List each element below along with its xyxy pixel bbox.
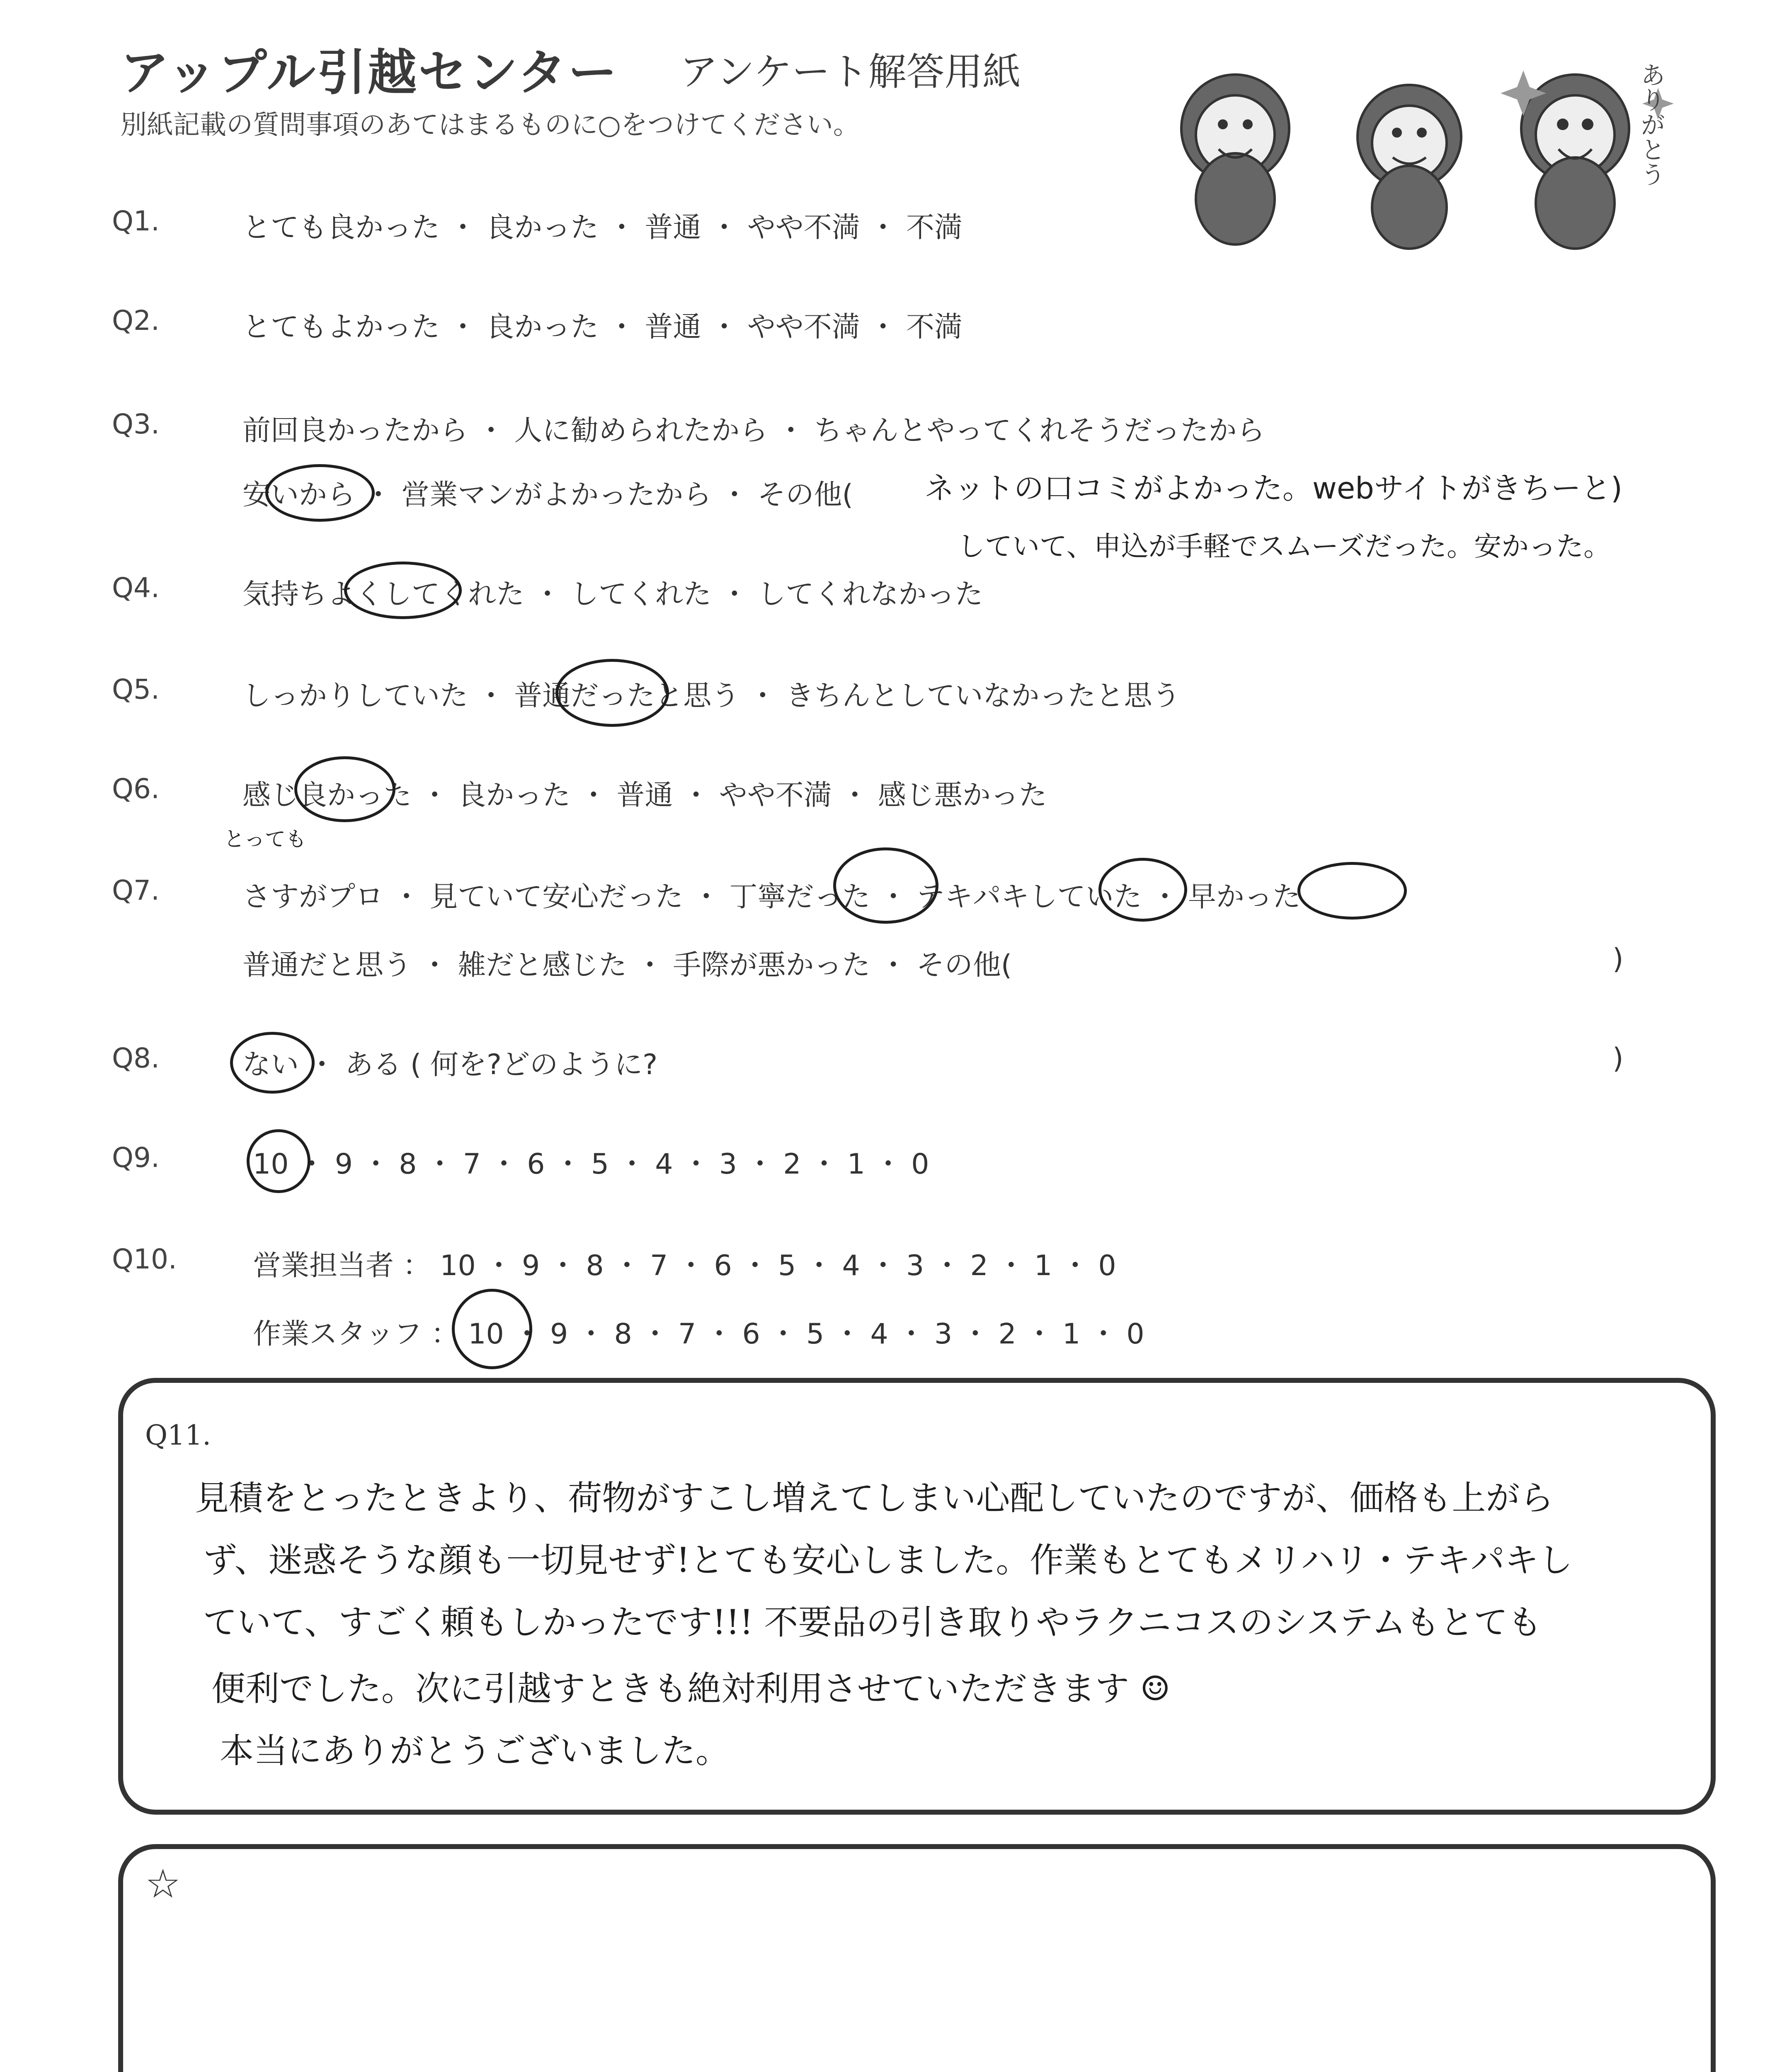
q11-comment-line5: 本当にありがとうございました。 [220, 1731, 730, 1771]
q8-options: ない ・ ある ( 何を?どのように? [242, 1048, 658, 1081]
extra-comment-box [118, 1844, 1716, 2072]
q8-answer-circle [230, 1032, 315, 1094]
q3-handwritten-line2: していて、申込が手軽でスムーズだった。安かった。 [958, 530, 1611, 562]
q1-label: Q1. [112, 205, 160, 237]
q8-label: Q8. [112, 1042, 160, 1074]
q7-answer-circle-efficient [1098, 858, 1187, 922]
q9-label: Q9. [112, 1142, 160, 1174]
form-subtitle: アンケート解答用紙 [680, 50, 1021, 94]
q5-options: しっかりしていた ・ 普通だったと思う ・ きちんとしていなかったと思う [242, 680, 1181, 712]
q3-options-line2: 安いから ・ 営業マンがよかったから ・ その他( [242, 479, 853, 511]
monkey-mascots-icon [1152, 25, 1683, 257]
q3-answer-circle [265, 464, 375, 522]
q11-label: Q11. [145, 1419, 211, 1451]
star-icon: ☆ [145, 1861, 181, 1907]
form-title: アップル引越センター [120, 44, 619, 101]
q8-close-paren: ) [1612, 1042, 1624, 1075]
q1-options: とても良かった ・ 良かった ・ 普通 ・ やや不満 ・ 不満 [242, 211, 963, 244]
q2-label: Q2. [112, 305, 160, 336]
q11-comment-line3: ていて、すごく頼もしかったです!!! 不要品の引き取りやラクニコスのシステムもとても [203, 1603, 1542, 1642]
q6-label: Q6. [112, 773, 160, 805]
q4-label: Q4. [112, 572, 160, 604]
q9-options: 10 ・ 9 ・ 8 ・ 7 ・ 6 ・ 5 ・ 4 ・ 3 ・ 2 ・ 1 ・ 0 [253, 1148, 929, 1181]
q3-label: Q3. [112, 408, 160, 440]
form-instruction: 別紙記載の質問事項のあてはまるものに○をつけてください。 [120, 110, 860, 140]
q7-options: さすがプロ ・ 見ていて安心だった ・ 丁寧だった ・ テキパキしていた ・ 早かった [242, 881, 1301, 913]
q10-sales-options: 営業担当者 ： 10 ・ 9 ・ 8 ・ 7 ・ 6 ・ 5 ・ 4 ・ 3 ・ 2 ・ 1 ・ 0 [253, 1249, 1116, 1282]
q6-handwritten-note: とっても [224, 827, 306, 851]
q10-label: Q10. [112, 1243, 177, 1275]
q7-label: Q7. [112, 874, 160, 906]
q7-close-paren: ) [1612, 943, 1624, 975]
mascot-illustration [1152, 25, 1683, 257]
q7-answer-circle-polite [833, 847, 938, 924]
q7-options-line2: 普通だと思う ・ 雑だと感じた ・ 手際が悪かった ・ その他( [242, 949, 1012, 982]
q11-comment-line4: 便利でした。次に引越すときも絶対利用させていただきます ☺ [211, 1669, 1171, 1709]
q4-answer-circle [344, 562, 462, 619]
q2-options: とてもよかった ・ 良かった ・ 普通 ・ やや不満 ・ 不満 [242, 311, 963, 344]
q3-handwritten-line1: ネットの口コミがよかった。webサイトがきちーと) [924, 471, 1622, 506]
q5-label: Q5. [112, 673, 160, 705]
q11-comment-line2: ず、迷惑そうな顔も一切見せず!とても安心しました。作業もとてもメリハリ・テキパキし [203, 1541, 1573, 1580]
mascot-thanks-text: ありがとう [1637, 62, 1666, 186]
q6-answer-circle [294, 756, 395, 822]
q5-answer-circle [555, 659, 669, 727]
q9-answer-circle [247, 1129, 310, 1193]
q10-staff-answer-circle [452, 1289, 532, 1369]
q10-staff-options: 作業スタッフ ： 10 ・ 9 ・ 8 ・ 7 ・ 6 ・ 5 ・ 4 ・ 3 ・ 2 ・ 1 ・ 0 [253, 1318, 1144, 1351]
q7-answer-circle-fast [1297, 862, 1407, 920]
q3-options: 前回良かったから ・ 人に勧められたから ・ ちゃんとやってくれそうだったから [242, 414, 1265, 447]
q4-options: 気持ちよくしてくれた ・ してくれた ・ してくれなかった [242, 578, 983, 611]
q11-comment-line1: 見積をとったときより、荷物がすこし増えてしまい心配していたのですが、価格も上がら [195, 1479, 1554, 1518]
q6-options: 感じ良かった ・ 良かった ・ 普通 ・ やや不満 ・ 感じ悪かった [242, 779, 1047, 812]
